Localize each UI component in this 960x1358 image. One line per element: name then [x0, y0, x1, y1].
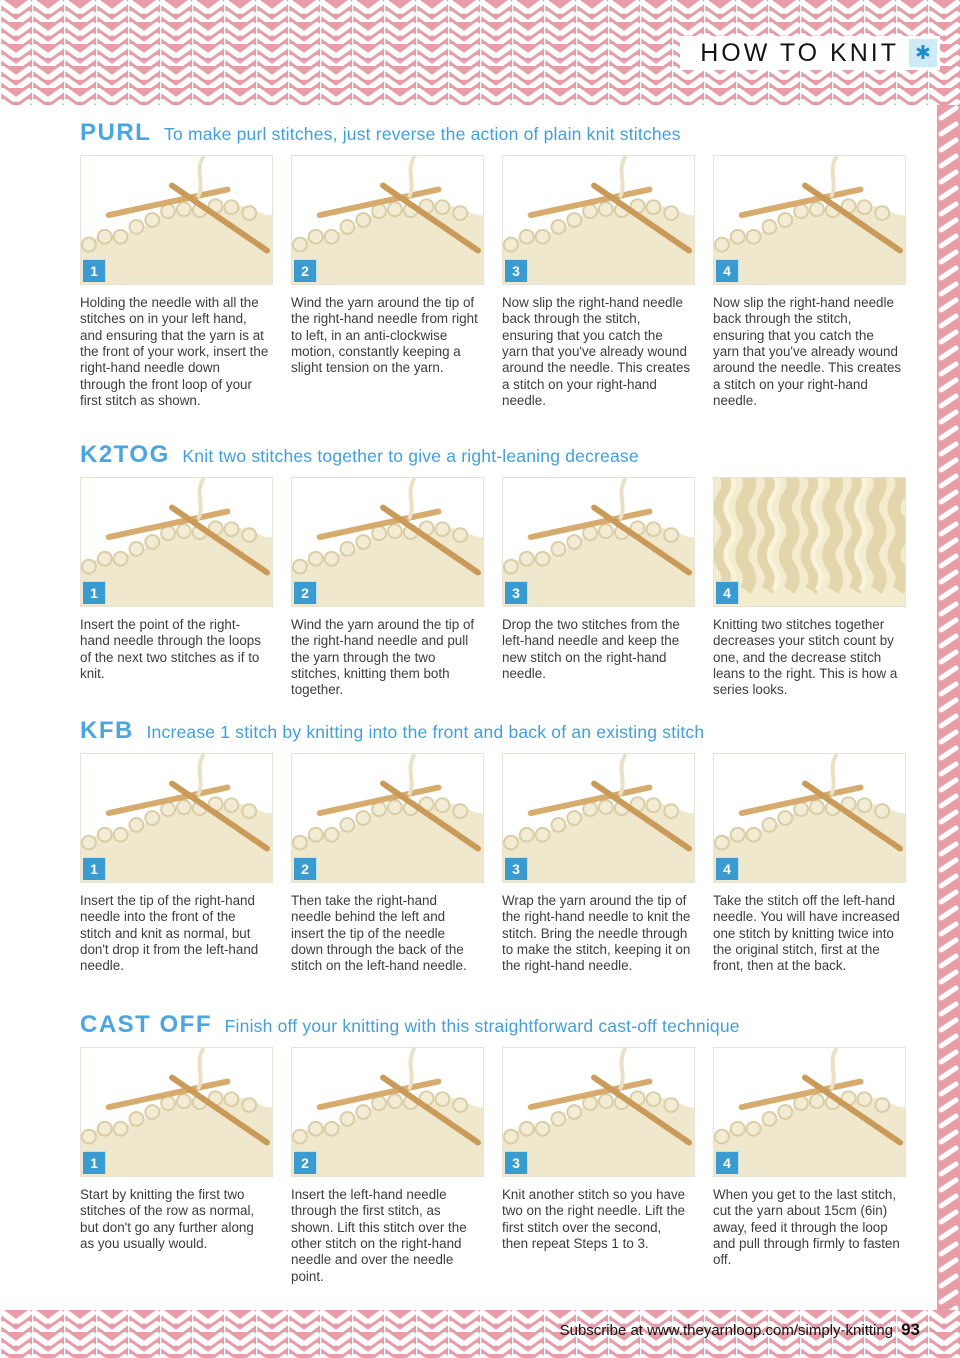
step-number-badge: 2 [294, 581, 317, 604]
asterisk-icon: ✱ [909, 39, 937, 67]
howto-section [80, 716, 906, 1010]
step-number-badge: 2 [294, 259, 317, 282]
section-subtitle: Increase 1 stitch by knitting into the front and back of an existing stitch [146, 722, 705, 742]
step-number-badge: 3 [505, 581, 528, 604]
step-caption: Holding the needle with all the stitches on in your left hand, and ensuring that the yarn is at the front of your work, insert the right-hand needle down through the front loop of your first stitch as shown. [80, 295, 269, 409]
step-number-badge: 4 [716, 857, 739, 880]
step-number-badge: 3 [505, 857, 528, 880]
step-caption: Wrap the yarn around the tip of the right-hand needle to knit the stitch. Bring the needle through to make the stitch, keeping it on the right-hand needle. [502, 893, 691, 974]
step-caption: Now slip the right-hand needle back through the stitch, ensuring that you catch the yarn that you've already wound around the needle. This creates a stitch on your right-hand needle. [502, 295, 691, 409]
section-title: PURL [80, 119, 152, 146]
tutorial-step [713, 1047, 906, 1285]
section-subtitle: Finish off your knitting with this straightforward cast-off technique [224, 1016, 740, 1036]
knitting-needles-art [292, 754, 483, 882]
tutorial-step [713, 753, 906, 975]
knitting-needles-art [81, 478, 272, 606]
step-number-badge: 3 [505, 1151, 528, 1174]
page-border-right [937, 105, 960, 1310]
tutorial-step [713, 155, 906, 409]
knitting-needles-art [714, 156, 905, 284]
knitting-needles-art [81, 1048, 272, 1176]
step-number-badge: 3 [505, 259, 528, 282]
page-title: HOW TO KNIT [700, 38, 899, 67]
step-photo [80, 155, 273, 285]
knit-swatch-art [714, 478, 905, 606]
tutorial-step [80, 477, 273, 699]
knitting-needles-art [81, 156, 272, 284]
step-photo [80, 477, 273, 607]
section-subtitle: To make purl stitches, just reverse the action of plain knit stitches [164, 124, 681, 144]
howto-section [80, 440, 906, 716]
steps-grid [80, 1047, 906, 1285]
step-photo [713, 155, 906, 285]
step-caption: Knitting two stitches together decreases your stitch count by one, and the decrease stitch leans to the right. This is how a series looks. [713, 617, 898, 698]
step-caption: Insert the tip of the right-hand needle into the front of the stitch and knit as normal, but don't drop it from the left-hand needle. [80, 893, 259, 974]
section-heading [80, 1010, 906, 1041]
step-number-badge: 1 [83, 259, 106, 282]
step-number-badge: 2 [294, 857, 317, 880]
knitting-needles-art [503, 1048, 694, 1176]
step-number-badge: 4 [716, 1151, 739, 1174]
step-photo [291, 477, 484, 607]
step-caption: Now slip the right-hand needle back through the stitch, ensuring that you catch the yarn that you've already wound around the needle. This creates a stitch on your right-hand needle. [713, 295, 902, 409]
step-number-badge: 4 [716, 581, 739, 604]
knitting-needles-art [503, 156, 694, 284]
knitting-needles-art [292, 156, 483, 284]
step-photo [291, 753, 484, 883]
step-caption: When you get to the last stitch, cut the yarn about 15cm (6in) away, feed it through the loop and pull through firmly to fasten off. [713, 1187, 900, 1268]
step-number-badge: 1 [83, 1151, 106, 1174]
step-number-badge: 4 [716, 259, 739, 282]
page-footer [0, 1310, 920, 1350]
step-photo [713, 1047, 906, 1177]
page-number: 93 [901, 1320, 920, 1339]
knitting-needles-art [292, 478, 483, 606]
tutorial-step [291, 477, 484, 699]
step-photo [502, 477, 695, 607]
step-caption: Insert the left-hand needle through the first stitch, as shown. Lift this stitch over the other stitch on the right-hand needle and over the needle point. [291, 1187, 467, 1284]
section-heading [80, 716, 906, 747]
step-photo [291, 1047, 484, 1177]
knitting-needles-art [292, 1048, 483, 1176]
tutorial-step [713, 477, 906, 699]
tutorial-step [80, 753, 273, 975]
page-header [680, 36, 940, 70]
step-number-badge: 1 [83, 581, 106, 604]
step-caption: Then take the right-hand needle behind the left and insert the tip of the needle down through the back of the stitch on the left-hand needle. [291, 893, 467, 974]
steps-grid [80, 477, 906, 699]
tutorial-step [291, 753, 484, 975]
step-caption: Wind the yarn around the tip of the right-hand needle and pull the yarn through the two stitches, knitting them both together. [291, 617, 475, 698]
step-photo [502, 1047, 695, 1177]
section-heading [80, 440, 906, 471]
knitting-needles-art [503, 754, 694, 882]
section-title: CAST OFF [80, 1011, 212, 1038]
steps-grid [80, 753, 906, 975]
knitting-needles-art [714, 754, 905, 882]
step-caption: Start by knitting the first two stitches of the row as normal, but don't go any further along as you usually would. [80, 1187, 255, 1252]
steps-grid [80, 155, 906, 409]
tutorial-step [502, 753, 695, 975]
main-content [80, 105, 906, 1310]
tutorial-step [291, 155, 484, 409]
step-number-badge: 1 [83, 857, 106, 880]
tutorial-step [291, 1047, 484, 1285]
section-title: KFB [80, 717, 134, 744]
tutorial-step [80, 155, 273, 409]
step-caption: Drop the two stitches from the left-hand needle and keep the new stitch on the right-hand needle. [502, 617, 680, 682]
section-subtitle: Knit two stitches together to give a right-leaning decrease [182, 446, 639, 466]
step-caption: Knit another stitch so you have two on the right needle. Lift the first stitch over the second, then repeat Steps 1 to 3. [502, 1187, 686, 1252]
howto-section [80, 118, 906, 440]
step-photo [80, 1047, 273, 1177]
tutorial-step [502, 477, 695, 699]
knitting-needles-art [714, 1048, 905, 1176]
knitting-needles-art [81, 754, 272, 882]
step-photo [291, 155, 484, 285]
knitting-needles-art [503, 478, 694, 606]
step-photo [713, 477, 906, 607]
step-caption: Wind the yarn around the tip of the right-hand needle from right to left, in an anti-clockwise motion, constantly keeping a slight tension on the yarn. [291, 295, 478, 376]
step-number-badge: 2 [294, 1151, 317, 1174]
tutorial-step [80, 1047, 273, 1285]
step-photo [80, 753, 273, 883]
step-caption: Insert the point of the right-hand needle through the loops of the next two stitches as if to knit. [80, 617, 261, 682]
step-caption: Take the stitch off the left-hand needle. You will have increased one stitch by knitting twice into the original stitch, first at the front, then at the back. [713, 893, 900, 974]
step-photo [502, 753, 695, 883]
section-heading [80, 118, 906, 149]
step-photo [713, 753, 906, 883]
tutorial-step [502, 155, 695, 409]
step-photo [502, 155, 695, 285]
subscribe-link[interactable]: Subscribe at www.theyarnloop.com/simply-knitting [559, 1321, 894, 1339]
howto-section [80, 1010, 906, 1310]
tutorial-step [502, 1047, 695, 1285]
section-title: K2TOG [80, 441, 170, 468]
